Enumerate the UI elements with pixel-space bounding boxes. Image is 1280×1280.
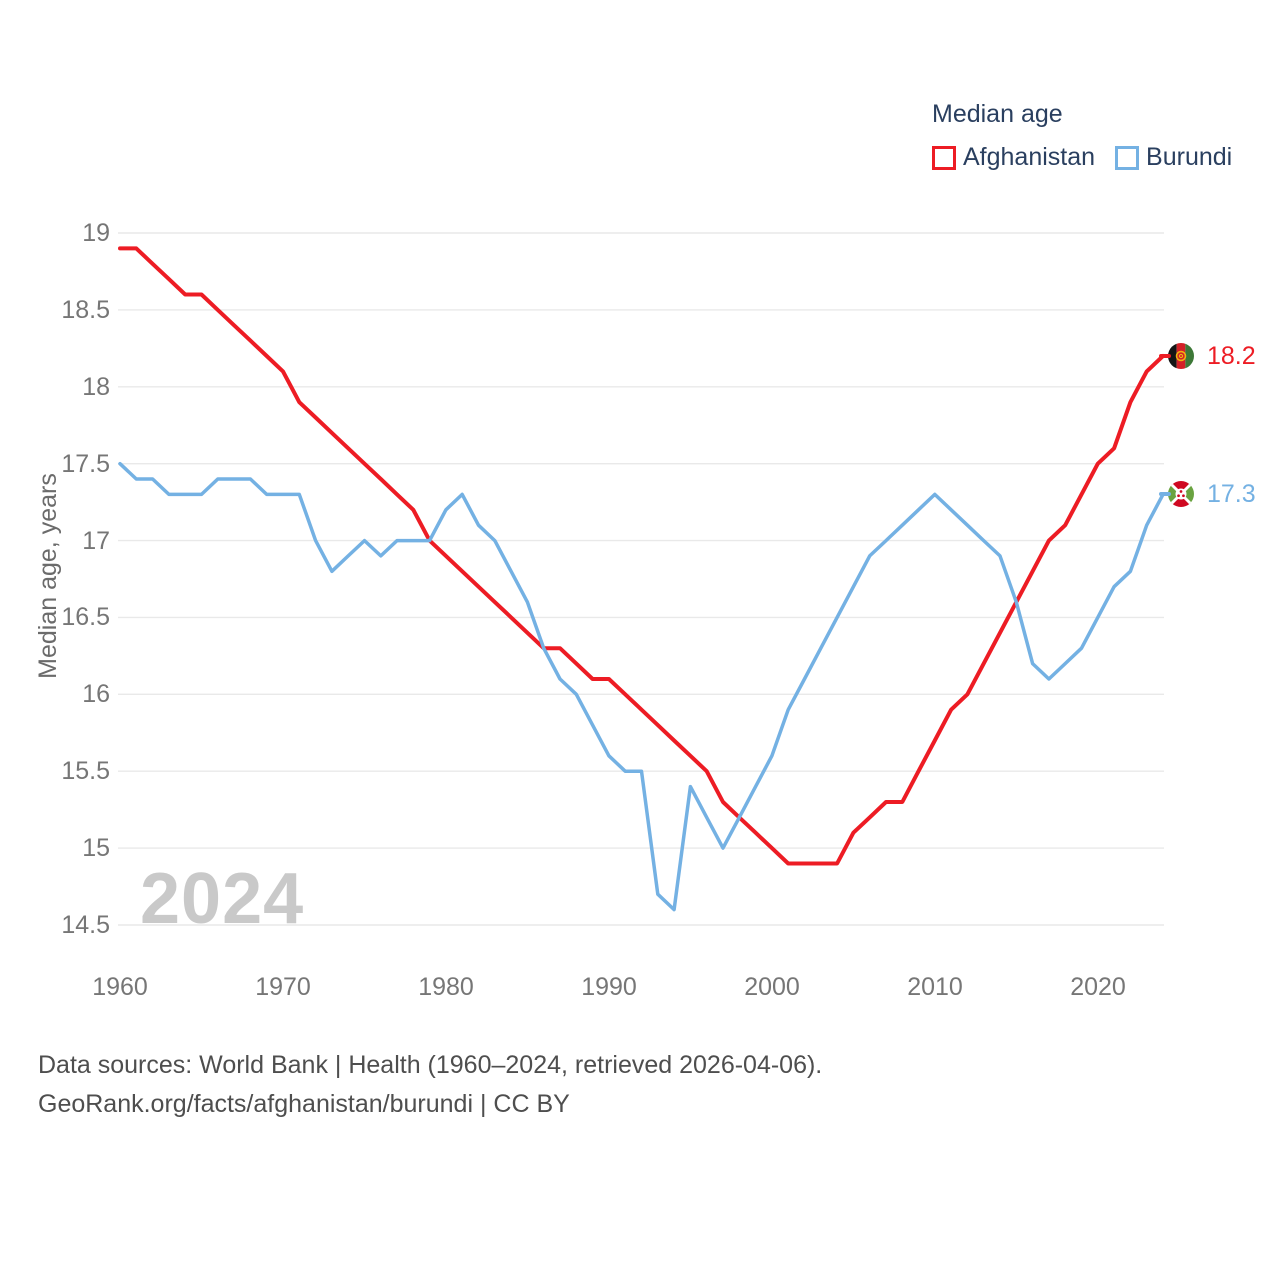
legend-item-afghanistan[interactable] <box>932 143 1095 172</box>
legend-item-burundi[interactable] <box>1115 143 1232 172</box>
line-end-stub <box>1159 492 1171 496</box>
y-tick-label: 16.5 <box>61 603 110 631</box>
x-tick-label: 2000 <box>744 973 800 1001</box>
legend-items <box>932 143 1232 172</box>
burundi-swatch-icon <box>1115 146 1139 170</box>
x-tick-label: 1980 <box>418 973 474 1001</box>
x-tick-label: 2020 <box>1070 973 1126 1001</box>
x-tick-label: 2010 <box>907 973 963 1001</box>
burundi-line <box>120 464 1163 910</box>
afghanistan-end-marker <box>1168 341 1256 371</box>
data-sources-line: Data sources: World Bank | Health (1960–2024, retrieved 2026-04-06). <box>38 1051 823 1079</box>
y-tick-label: 17.5 <box>61 450 110 478</box>
y-tick-label: 15.5 <box>61 757 110 785</box>
afghanistan-swatch-icon <box>932 146 956 170</box>
y-tick-label: 18 <box>82 373 110 401</box>
end-value-label: 17.3 <box>1207 480 1256 508</box>
footer <box>38 1046 822 1124</box>
legend-title: Median age <box>932 100 1063 128</box>
y-tick-label: 14.5 <box>61 911 110 939</box>
x-tick-label: 1970 <box>255 973 311 1001</box>
legend-label: Afghanistan <box>963 143 1096 171</box>
attribution-line: GeoRank.org/facts/afghanistan/burundi | CC BY <box>38 1090 570 1118</box>
x-tick-label: 1990 <box>581 973 637 1001</box>
y-tick-label: 16 <box>82 680 110 708</box>
legend <box>932 100 1232 172</box>
y-axis-title: Median age, years <box>34 473 62 679</box>
burundi-flag-icon <box>1168 481 1194 507</box>
burundi-end-marker <box>1168 479 1256 509</box>
line-end-stub <box>1159 354 1171 358</box>
legend-label: Burundi <box>1146 143 1233 171</box>
end-value-label: 18.2 <box>1207 342 1256 370</box>
y-tick-label: 18.5 <box>61 296 110 324</box>
x-tick-label: 1960 <box>92 973 148 1001</box>
year-watermark: 2024 <box>140 859 305 939</box>
y-tick-label: 15 <box>82 834 110 862</box>
y-tick-label: 17 <box>82 527 110 555</box>
y-tick-label: 19 <box>82 219 110 247</box>
series-lines <box>120 248 1163 909</box>
afghanistan-flag-icon <box>1168 343 1194 369</box>
